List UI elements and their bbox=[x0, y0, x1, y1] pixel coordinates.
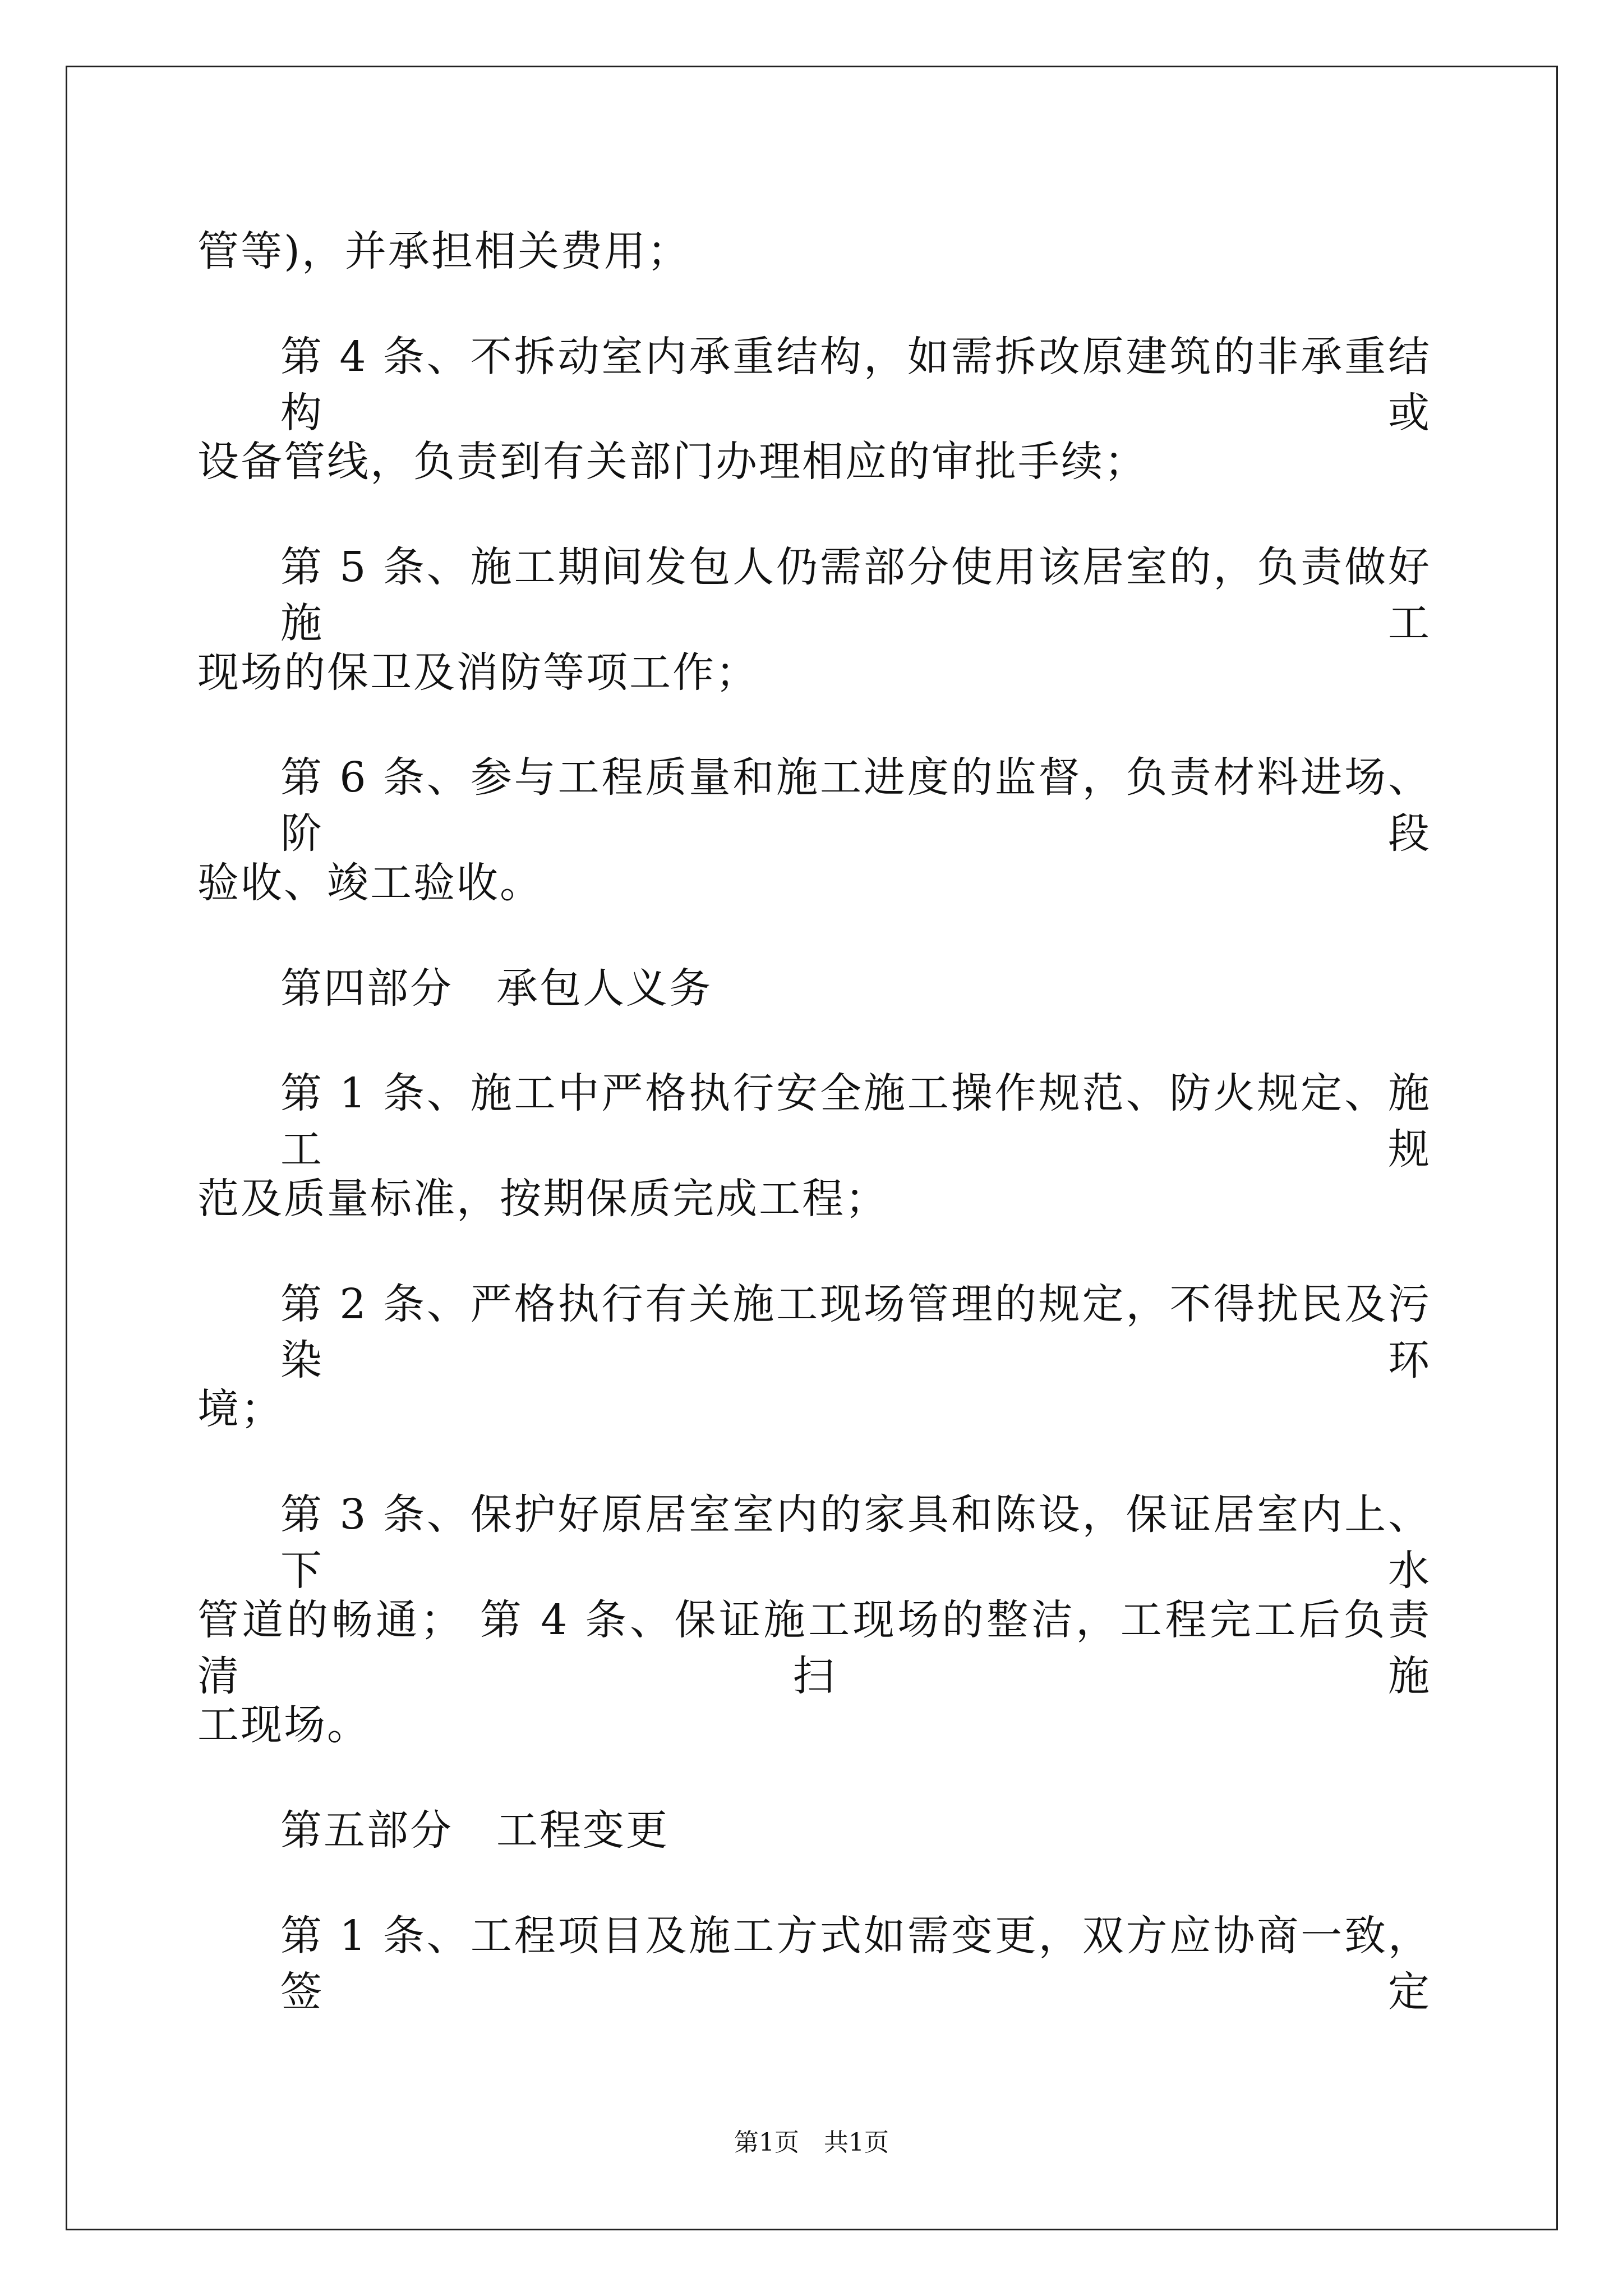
section-heading: 第五部分 工程变更 bbox=[280, 1806, 669, 1855]
page-number-footer: 第1页 共1页 bbox=[734, 2128, 889, 2157]
text-line: 第 1 条、施工中严格执行安全施工操作规范、防火规定、施工规 bbox=[280, 1069, 1431, 1174]
text-line: 范及质量标准，按期保质完成工程； bbox=[197, 1175, 888, 1223]
text-line: 第 1 条、工程项目及施工方式如需变更，双方应协商一致，签定 bbox=[280, 1912, 1431, 2016]
section-heading: 第四部分 承包人义务 bbox=[280, 964, 712, 1013]
text-line: 第 3 条、保护好原居室室内的家具和陈设，保证居室内上、下水 bbox=[280, 1490, 1431, 1595]
text-line: 管道的畅通； 第 4 条、保证施工现场的整洁，工程完工后负责清扫施 bbox=[197, 1596, 1431, 1700]
text-line: 管等)，并承担相关费用； bbox=[197, 227, 690, 275]
text-line: 工现场。 bbox=[197, 1701, 370, 1749]
text-line: 第 6 条、参与工程质量和施工进度的监督，负责材料进场、阶段 bbox=[280, 753, 1431, 858]
text-line: 境； bbox=[197, 1385, 284, 1433]
text-line: 第 2 条、严格执行有关施工现场管理的规定，不得扰民及污染环 bbox=[280, 1280, 1431, 1384]
text-line: 第 5 条、施工期间发包人仍需部分使用该居室的，负责做好施工 bbox=[280, 543, 1431, 647]
text-line: 设备管线，负责到有关部门办理相应的审批手续； bbox=[197, 438, 1147, 486]
text-line: 现场的保卫及消防等项工作； bbox=[197, 648, 759, 697]
text-line: 验收、竣工验收。 bbox=[197, 859, 543, 907]
text-line: 第 4 条、不拆动室内承重结构，如需拆改原建筑的非承重结构或 bbox=[280, 333, 1431, 437]
